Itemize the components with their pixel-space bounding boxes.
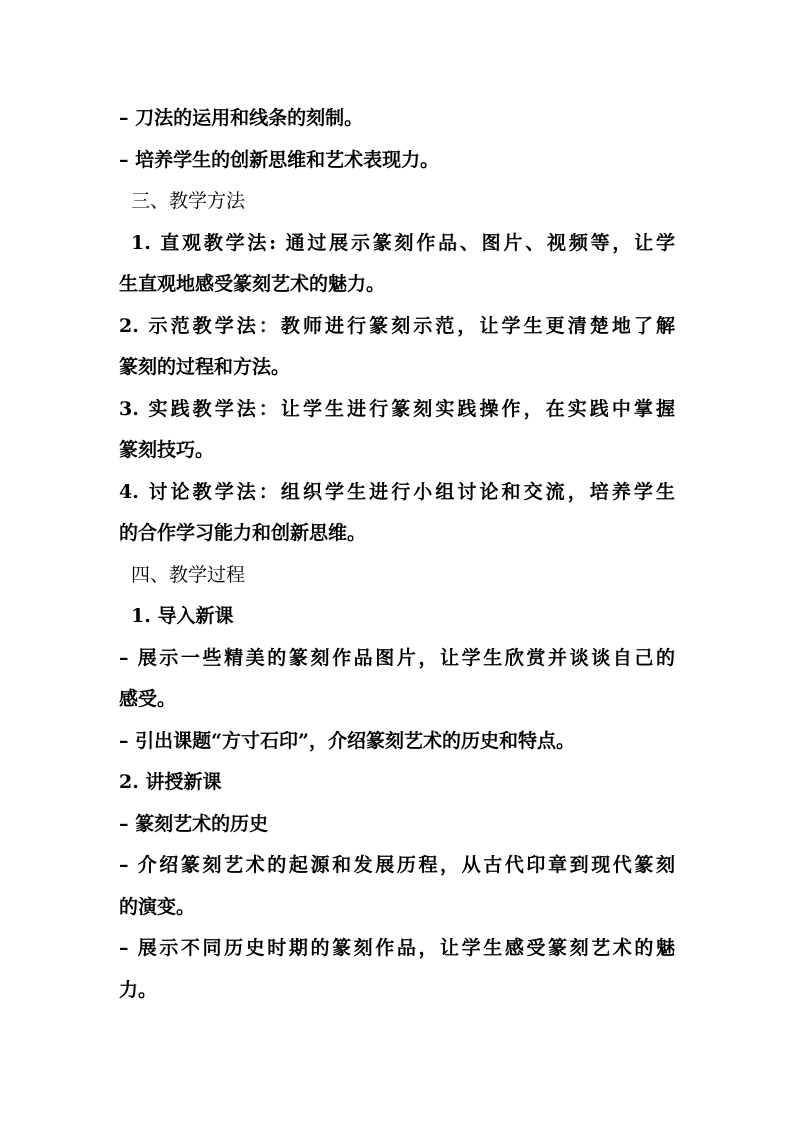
bullet-line: – 展示不同历史时期的篆刻作品，让学生感受篆刻艺术的魅	[119, 937, 675, 959]
bullet-line-cont: 的演变。	[119, 895, 196, 918]
bullet-line: – 培养学生的创新思维和艺术表现力。	[119, 148, 440, 171]
bullet-line: – 篆刻艺术的历史	[119, 812, 269, 835]
process-step-1: 1. 导入新课	[131, 605, 234, 627]
method-item-1-cont: 生直观地感受篆刻艺术的魅力。	[119, 273, 386, 295]
bullet-line: – 刀法的运用和线条的刻制。	[119, 107, 364, 129]
bullet-line-cont: 力。	[119, 978, 158, 1001]
section-heading-process: 四、教学过程	[131, 563, 246, 586]
method-item-3-cont: 篆刻技巧。	[119, 439, 215, 461]
bullet-line: – 展示一些精美的篆刻作品图片，让学生欣赏并谈谈自己的	[119, 646, 675, 669]
document-body	[119, 98, 675, 1011]
method-item-2-cont: 篆刻的过程和方法。	[119, 356, 291, 378]
bullet-line: – 介绍篆刻艺术的起源和发展历程，从古代印章到现代篆刻	[119, 854, 675, 876]
process-step-2: 2. 讲授新课	[119, 771, 222, 793]
method-item-1: 1. 直观教学法: 通过展示篆刻作品、图片、视频等，让学	[131, 231, 675, 254]
method-item-2: 2. 示范教学法：教师进行篆刻示范，让学生更清楚地了解	[119, 314, 675, 337]
section-heading-methods: 三、教学方法	[131, 190, 246, 212]
method-item-4-cont: 的合作学习能力和创新思维。	[119, 522, 367, 544]
bullet-line: – 引出课题“方寸石印”，介绍篆刻艺术的历史和特点。	[119, 729, 575, 752]
method-item-4: 4. 讨论教学法：组织学生进行小组讨论和交流，培养学生	[119, 480, 675, 503]
method-item-3: 3. 实践教学法：让学生进行篆刻实践操作，在实践中掌握	[119, 397, 675, 420]
bullet-line-cont: 感受。	[119, 688, 177, 710]
